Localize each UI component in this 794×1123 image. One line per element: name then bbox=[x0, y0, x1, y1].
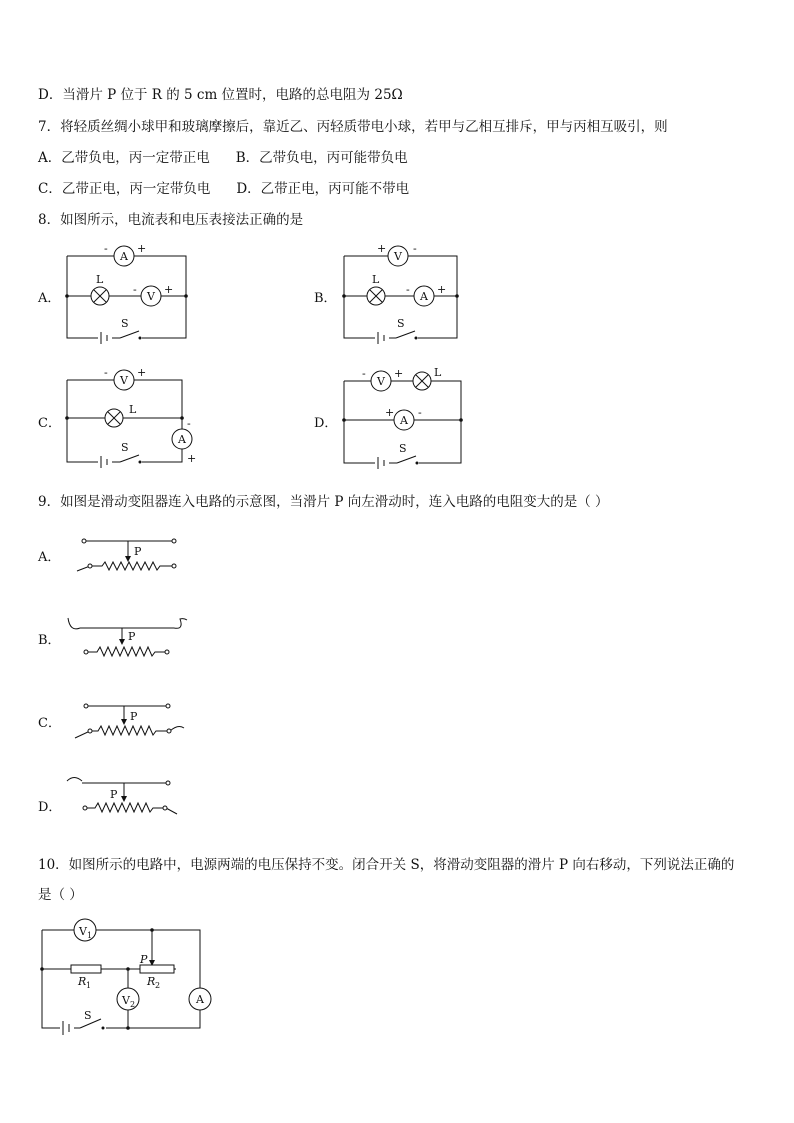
q7-option-d: D．乙带正电，丙可能不带电 bbox=[236, 181, 410, 197]
voltmeter-letter: V bbox=[394, 250, 402, 263]
q8-stem: 8．如图所示，电流表和电压表接法正确的是 bbox=[38, 212, 304, 228]
q8-label-b: B． bbox=[314, 291, 337, 306]
q9-label-c: C． bbox=[38, 716, 61, 731]
plus-sign: + bbox=[164, 283, 174, 296]
switch-letter: S bbox=[121, 317, 129, 330]
slider-p-label: P bbox=[110, 788, 118, 801]
q7-option-a: A．乙带负电，丙一定带正电 bbox=[38, 150, 210, 166]
ammeter-letter: A bbox=[178, 433, 186, 446]
plus-sign: + bbox=[187, 452, 197, 465]
plus-sign: + bbox=[137, 242, 147, 255]
rheostat-r2 bbox=[140, 965, 174, 973]
ammeter-letter: A bbox=[420, 290, 428, 303]
minus-sign: - bbox=[104, 242, 108, 255]
plus-sign: + bbox=[137, 366, 147, 379]
rheostat-r2-sub: 2 bbox=[155, 981, 161, 990]
ammeter-letter: A bbox=[196, 993, 204, 1006]
lamp-letter: L bbox=[434, 366, 442, 379]
q8-label-c: C． bbox=[38, 416, 61, 431]
q9-label-d: D． bbox=[38, 800, 62, 815]
voltmeter-v1-letter: V bbox=[79, 925, 87, 938]
q7-stem: 7．将轻质丝绸小球甲和玻璃摩擦后，靠近乙、丙轻质带电小球，若甲与乙相互排斥，甲与丙相互吸引，则 bbox=[38, 119, 668, 135]
voltmeter-letter: V bbox=[377, 375, 385, 388]
q6-option-d: D．当滑片 P 位于 R 的 5 cm 位置时，电路的总电阻为 25Ω bbox=[38, 87, 403, 103]
q7-option-b: B．乙带负电，丙可能带负电 bbox=[235, 150, 408, 166]
voltmeter-letter: V bbox=[147, 290, 155, 303]
minus-sign: - bbox=[187, 417, 191, 430]
q7-option-c: C．乙带正电，丙一定带负电 bbox=[38, 181, 211, 197]
q10-stem-line2: 是（ ） bbox=[38, 887, 83, 903]
switch-letter: S bbox=[397, 317, 405, 330]
switch-letter: S bbox=[399, 442, 407, 455]
q10-stem-line1: 10．如图所示的电路中，电源两端的电压保持不变。闭合开关 S，将滑动变阻器的滑片 P 向右移动，下列说法正确的 bbox=[38, 857, 735, 873]
voltmeter-v2-letter: V bbox=[122, 994, 130, 1007]
q8-label-d: D． bbox=[314, 416, 338, 431]
plus-sign: + bbox=[394, 367, 404, 380]
voltmeter-letter: V bbox=[120, 374, 128, 387]
plus-sign: + bbox=[385, 406, 395, 419]
resistor-r1-sub: 1 bbox=[86, 981, 92, 990]
lamp-letter: L bbox=[372, 273, 380, 286]
ammeter-letter: A bbox=[120, 250, 128, 263]
slider-p-label: P bbox=[130, 710, 138, 723]
minus-sign: - bbox=[406, 283, 410, 296]
q8-label-a: A． bbox=[38, 291, 61, 306]
plus-sign: + bbox=[377, 242, 387, 255]
q9-label-b: B． bbox=[38, 633, 61, 648]
voltmeter-v2-sub: 2 bbox=[130, 1000, 136, 1009]
resistor-r1-letter: R bbox=[78, 975, 87, 988]
q9-stem: 9．如图是滑动变阻器连入电路的示意图，当滑片 P 向左滑动时，连入电路的电阻变大的是（ ） bbox=[38, 494, 609, 510]
slider-p-label: P bbox=[134, 545, 142, 558]
q9-label-a: A． bbox=[38, 550, 61, 565]
minus-sign: - bbox=[133, 283, 137, 296]
minus-sign: - bbox=[104, 366, 108, 379]
minus-sign: - bbox=[362, 367, 366, 380]
minus-sign: - bbox=[418, 406, 422, 419]
lamp-letter: L bbox=[96, 273, 104, 286]
rheostat-r2-letter: R bbox=[147, 975, 156, 988]
slider-p-label: P bbox=[128, 630, 136, 643]
lamp-letter: L bbox=[129, 403, 137, 416]
ammeter-letter: A bbox=[400, 414, 408, 427]
voltmeter-v1-sub: 1 bbox=[87, 931, 93, 940]
resistor-r1 bbox=[71, 965, 101, 973]
switch-letter: S bbox=[121, 441, 129, 454]
slider-p-label: P bbox=[140, 953, 148, 966]
minus-sign: - bbox=[413, 242, 417, 255]
switch-letter: S bbox=[84, 1009, 92, 1022]
plus-sign: + bbox=[437, 283, 447, 296]
